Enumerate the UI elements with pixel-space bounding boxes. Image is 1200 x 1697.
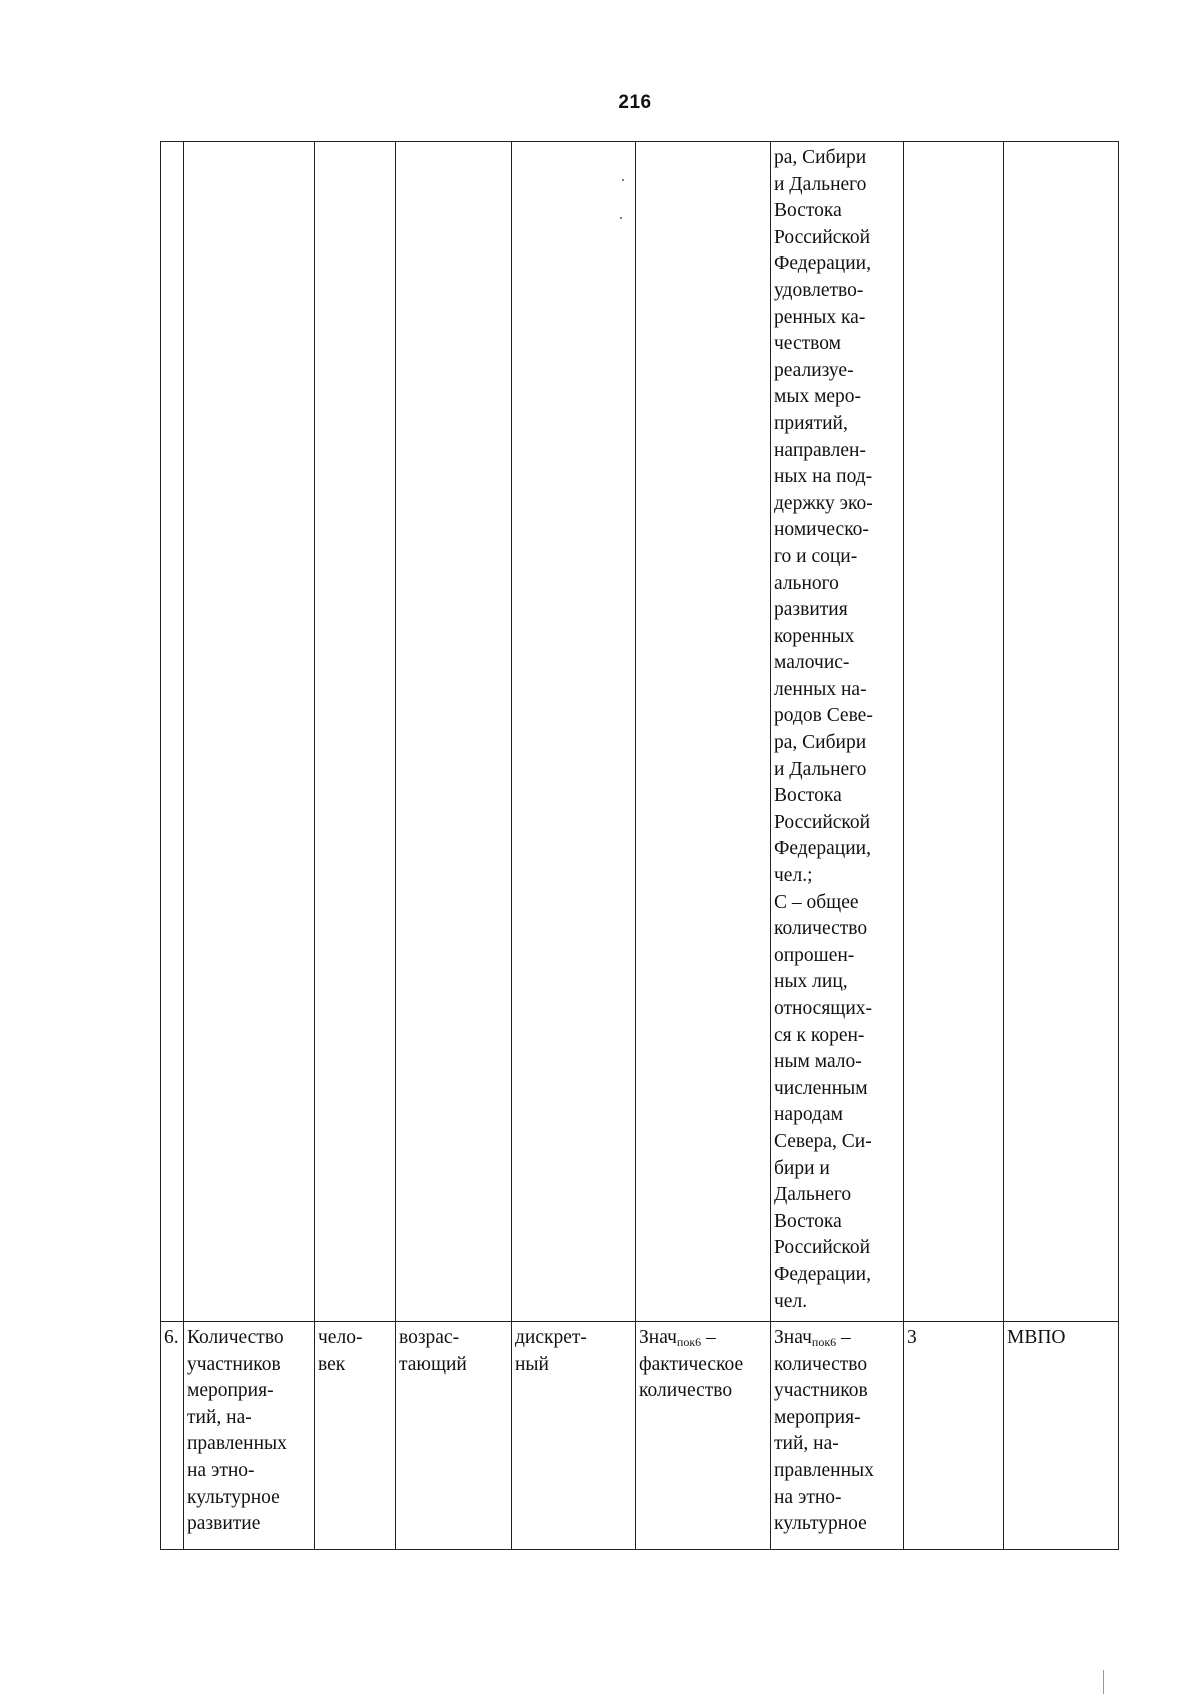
scan-speck xyxy=(622,179,624,181)
cell-indicator-name xyxy=(184,1322,315,1550)
formula-symbol: Знач xyxy=(774,1327,812,1348)
formula-description: – количество участников мероприя- тий, на- правленных на этно- культурное xyxy=(774,1327,874,1535)
table-row-6 xyxy=(161,1322,1119,1550)
cell-unit xyxy=(315,142,396,1322)
cell-method xyxy=(636,1322,771,1550)
method-text xyxy=(639,1325,768,1405)
indicators-table xyxy=(160,141,1119,1550)
formula-subscript: пок6 xyxy=(811,1335,837,1349)
cell-type xyxy=(512,1322,636,1550)
cell-trend xyxy=(396,142,512,1322)
source-text: МВПО xyxy=(1007,1327,1066,1348)
page-number: 216 xyxy=(618,92,652,113)
scan-speck xyxy=(620,217,622,219)
formula-text xyxy=(774,1325,901,1538)
cell-source xyxy=(1004,142,1119,1322)
method-description: – фактическое количество xyxy=(639,1327,744,1402)
cell-value xyxy=(904,1322,1004,1550)
formula-tail-text: ра, Сибири и Дальнего Востока Российской Федерации, удовлетво- ренных ка- чеством реализуе- мых меро- приятий, направлен- ных на под- держку эко- номическо- го и соци- ального развития коренных малочис- ленных на- родов Севе- ра, Сибири и Дальнего Востока Российской Федерации, чел.; С – общее количество опрошен- ных лиц, относящих- ся к корен- ным мало- численным народам Севера, Си- бири и Дальнего Востока Российской Федерации, чел. xyxy=(774,147,873,1312)
unit-text: чело- век xyxy=(318,1327,363,1375)
cell-source xyxy=(1004,1322,1119,1550)
cell-formula xyxy=(771,1322,904,1550)
cell-trend xyxy=(396,1322,512,1550)
method-symbol: Знач xyxy=(639,1327,677,1348)
value-text: 3 xyxy=(907,1327,917,1348)
cell-number xyxy=(161,142,184,1322)
cell-number xyxy=(161,1322,184,1550)
table-row-continuation xyxy=(161,142,1119,1322)
type-text: дискрет- ный xyxy=(515,1327,587,1375)
cell-unit xyxy=(315,1322,396,1550)
method-subscript: пок6 xyxy=(676,1335,702,1349)
cell-method xyxy=(636,142,771,1322)
cell-type xyxy=(512,142,636,1322)
indicator-name-text: Количество участников мероприя- тий, на- правленных на этно- культурное развитие xyxy=(187,1327,287,1535)
cell-value xyxy=(904,142,1004,1322)
trend-text: возрас- тающий xyxy=(399,1327,467,1375)
scan-edge-mark xyxy=(1103,1670,1104,1694)
cell-formula xyxy=(771,142,904,1322)
row-number: 6. xyxy=(164,1327,179,1348)
cell-indicator-name xyxy=(184,142,315,1322)
